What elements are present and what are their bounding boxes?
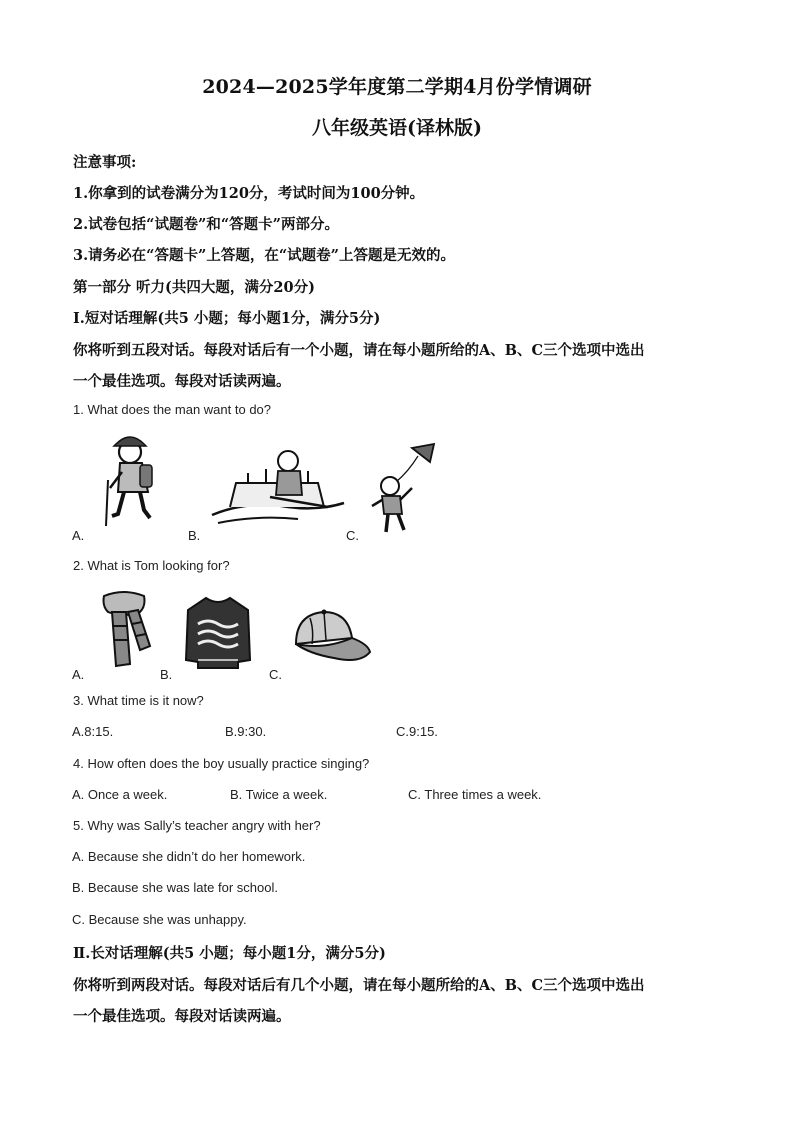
- option-text: B.9:30.: [225, 724, 267, 739]
- section-instruction: 你将听到五段对话。每段对话后有一个小题，请在每小题所给的A、B、C三个选项中选出: [73, 342, 645, 359]
- option-text: A.8:15.: [72, 724, 114, 739]
- option-text: C. Three times a week.: [408, 787, 542, 802]
- option-label: A.: [72, 667, 85, 682]
- section-heading: Ⅱ.长对话理解(共5 小题；每小题1分，满分5分): [73, 945, 386, 962]
- hiker-picture-icon: [100, 432, 160, 535]
- option-text: C. Because she was unhappy.: [72, 912, 247, 927]
- cap-picture-icon: [290, 604, 372, 673]
- section-instruction: 一个最佳选项。每段对话读两遍。: [73, 373, 291, 390]
- notice-item: 3.请务必在“答题卡”上答题，在“试题卷”上答题是无效的。: [73, 247, 455, 264]
- option-text: A. Because she didn’t do her homework.: [72, 849, 306, 864]
- notice-item: 2.试卷包括“试题卷”和“答题卡”两部分。: [73, 216, 339, 233]
- option-label: A.: [72, 528, 85, 543]
- question-text: 2. What is Tom looking for?: [73, 558, 230, 573]
- question-text: 1. What does the man want to do?: [73, 402, 272, 417]
- section-instruction: 你将听到两段对话。每段对话后有几个小题，请在每小题所给的A、B、C三个选项中选出: [73, 977, 645, 994]
- option-label: C.: [269, 667, 282, 682]
- page-title: 2024—2025学年度第二学期4月份学情调研: [202, 76, 592, 98]
- option-label: B.: [160, 667, 173, 682]
- option-label: B.: [188, 528, 201, 543]
- option-text: B. Because she was late for school.: [72, 880, 278, 895]
- notice-item: 1.你拿到的试卷满分为120分，考试时间为100分钟。: [73, 185, 425, 202]
- scarf-picture-icon: [94, 590, 154, 675]
- option-text: B. Twice a week.: [230, 787, 328, 802]
- page-subtitle: 八年级英语(译林版): [312, 117, 482, 139]
- section-instruction: 一个最佳选项。每段对话读两遍。: [73, 1008, 291, 1025]
- kite-flying-picture-icon: [368, 442, 440, 543]
- question-text: 4. How often does the boy usually practice singing?: [73, 756, 370, 771]
- section-heading: Ⅰ.短对话理解(共5 小题；每小题1分，满分5分): [73, 310, 381, 327]
- notice-heading: 注意事项:: [73, 154, 137, 171]
- sweater-picture-icon: [182, 594, 254, 675]
- question-text: 5. Why was Sally’s teacher angry with her?: [73, 818, 321, 833]
- part-heading: 第一部分 听力(共四大题，满分20分): [73, 279, 315, 296]
- option-label: C.: [346, 528, 359, 543]
- boat-rowing-picture-icon: [208, 445, 348, 535]
- question-text: 3. What time is it now?: [73, 693, 204, 708]
- option-text: C.9:15.: [396, 724, 438, 739]
- option-text: A. Once a week.: [72, 787, 168, 802]
